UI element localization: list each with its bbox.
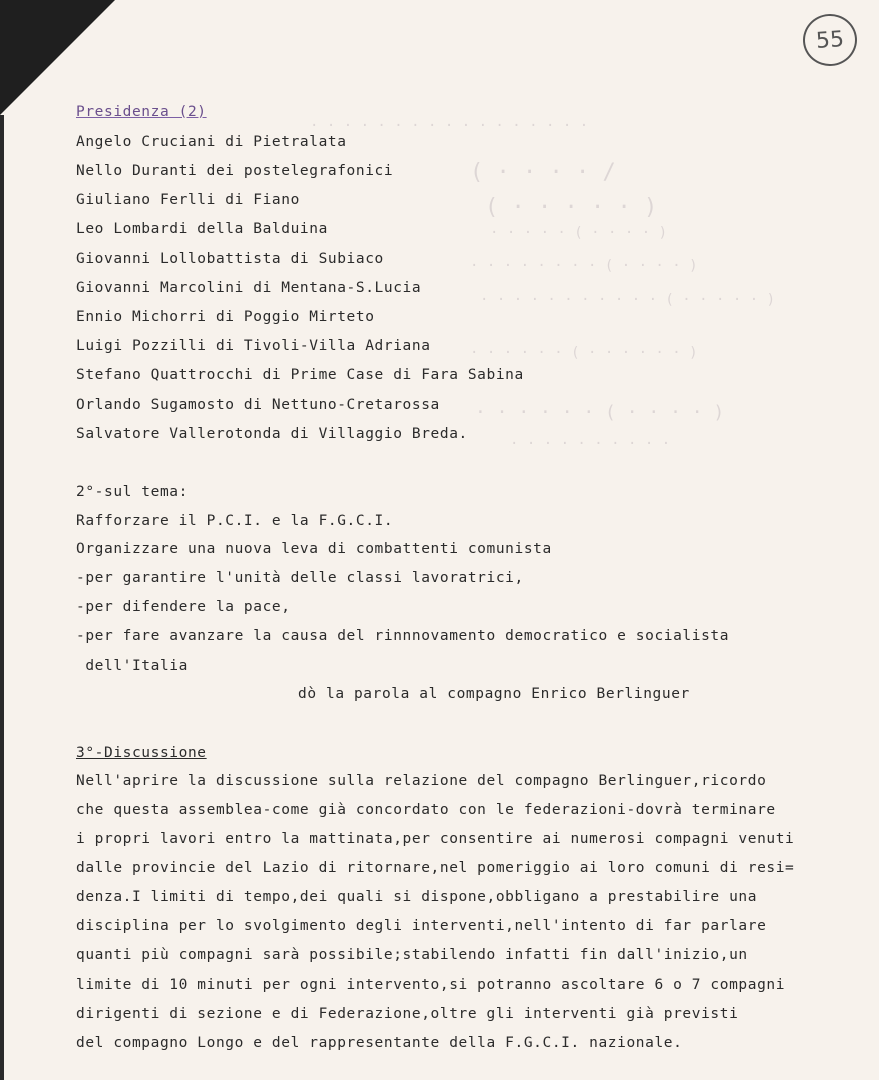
- page-number: 55: [815, 26, 845, 54]
- bleed-through-text: · · · · · ( · · · · ): [490, 225, 668, 241]
- discussione-line: dalle provincie del Lazio di ritornare,nel pomeriggio ai loro comuni di resi=: [76, 860, 795, 876]
- bleed-through-text: · · · · · · · · · · · ( · · · · · ): [480, 292, 776, 308]
- tema-line: -per difendere la pace,: [76, 599, 291, 615]
- presidenza-name: Angelo Cruciani di Pietralata: [76, 134, 347, 150]
- bleed-through-text: · · · · · · ( · · · · ): [475, 402, 725, 423]
- bleed-through-text: ( · · · · · ): [485, 195, 658, 220]
- tema-heading: 2°-sul tema:: [76, 484, 188, 500]
- discussione-line: i propri lavori entro la mattinata,per consentire ai numerosi compagni venuti: [76, 831, 795, 847]
- presidenza-name: Orlando Sugamosto di Nettuno-Cretarossa: [76, 397, 440, 413]
- tema-line: -per garantire l'unità delle classi lavoratrici,: [76, 570, 524, 586]
- presidenza-name: Stefano Quattrocchi di Prime Case di Fara Sabina: [76, 367, 524, 383]
- presidenza-name: Ennio Michorri di Poggio Mirteto: [76, 309, 375, 325]
- presidenza-name: Nello Duranti dei postelegrafonici: [76, 163, 394, 179]
- tema-line: Organizzare una nuova leva di combattenti comunista: [76, 541, 552, 557]
- tema-line: -per fare avanzare la causa del rinnnovamento democratico e socialista: [76, 628, 730, 644]
- discussione-line: quanti più compagni sarà possibile;stabilendo infatti fin dall'inizio,un: [76, 947, 748, 963]
- bleed-through-text: ( · · · · /: [470, 160, 616, 185]
- presidenza-name: Giuliano Ferlli di Fiano: [76, 192, 300, 208]
- tema-line: Rafforzare il P.C.I. e la F.G.C.I.: [76, 513, 394, 529]
- discussione-line: disciplina per lo svolgimento degli interventi,nell'intento di far parlare: [76, 918, 767, 934]
- folded-corner: [0, 0, 115, 115]
- page-number-stamp: [801, 12, 858, 68]
- bleed-through-text: · · · · · · · · · · · · · · · · ·: [310, 118, 589, 134]
- discussione-heading: 3°-Discussione: [76, 745, 207, 761]
- discussione-line: limite di 10 minuti per ogni intervento,si potranno ascoltare 6 o 7 compagni: [76, 977, 786, 993]
- tema-closing: dò la parola al compagno Enrico Berlinguer: [298, 686, 690, 702]
- bleed-through-text: · · · · · · · · ( · · · · ): [470, 258, 698, 274]
- presidenza-name: Giovanni Marcolini di Mentana-S.Lucia: [76, 280, 422, 296]
- discussione-line: denza.I limiti di tempo,dei quali si dispone,obbligano a prestabilire una: [76, 889, 758, 905]
- bleed-through-text: · · · · · · ( · · · · · · ): [470, 345, 698, 361]
- presidenza-heading: Presidenza (2): [76, 104, 207, 120]
- discussione-line: del compagno Longo e del rappresentante della F.G.C.I. nazionale.: [76, 1035, 683, 1051]
- tema-line: dell'Italia: [76, 658, 188, 674]
- discussione-line: Nell'aprire la discussione sulla relazione del compagno Berlinguer,ricordo: [76, 773, 767, 789]
- presidenza-name: Giovanni Lollobattista di Subiaco: [76, 251, 384, 267]
- discussione-line: dirigenti di sezione e di Federazione,oltre gli interventi già previsti: [76, 1006, 739, 1022]
- presidenza-name: Luigi Pozzilli di Tivoli-Villa Adriana: [76, 338, 431, 354]
- discussione-line: che questa assemblea-come già concordato con le federazioni-dovrà terminare: [76, 802, 776, 818]
- scan-edge: [0, 115, 4, 1080]
- presidenza-name: Leo Lombardi della Balduina: [76, 221, 328, 237]
- presidenza-name: Salvatore Vallerotonda di Villaggio Breda.: [76, 426, 468, 442]
- bleed-through-text: · · · · · · · · · ·: [510, 436, 671, 452]
